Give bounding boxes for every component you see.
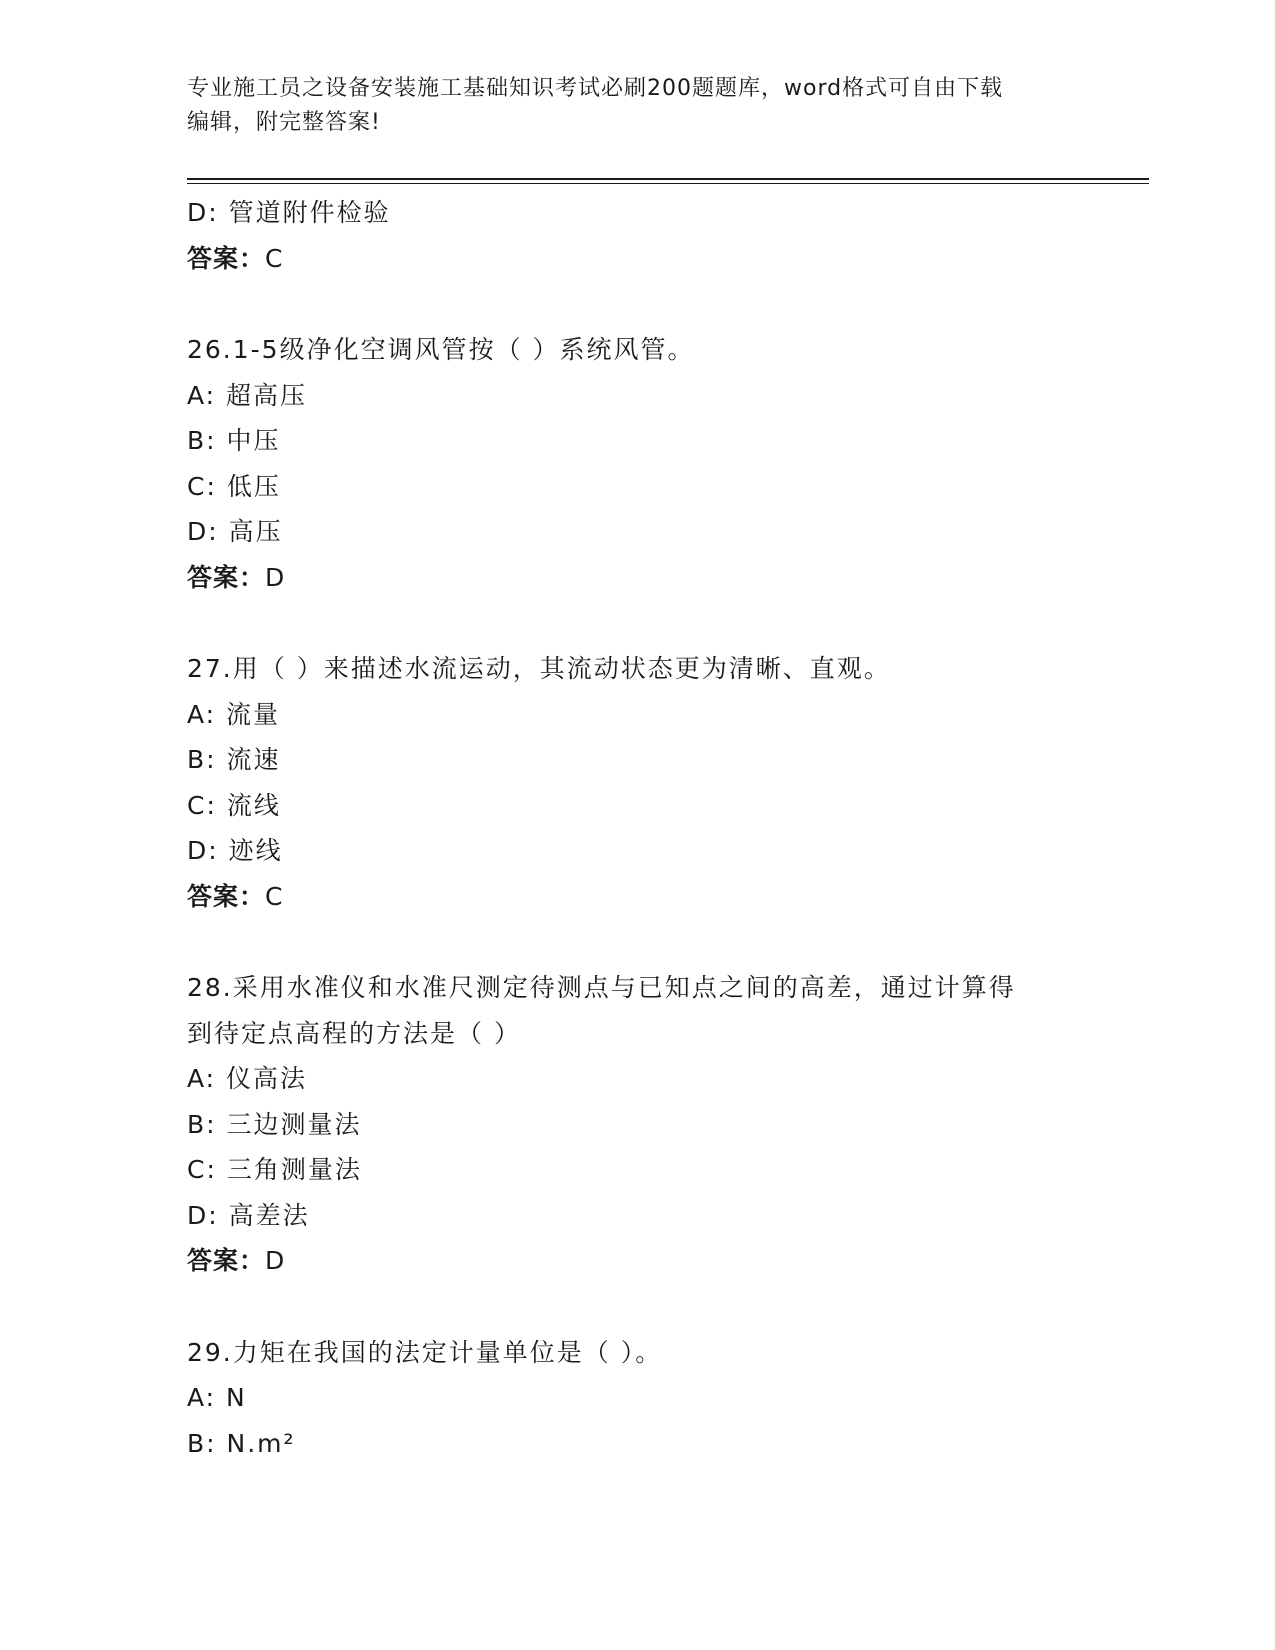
question-gap bbox=[187, 1284, 1147, 1330]
question-stem: 26.1-5级净化空调风管按（ ）系统风管。 bbox=[187, 335, 695, 364]
header-line-2: 编辑，附完整答案! bbox=[187, 110, 381, 135]
answer-line bbox=[187, 236, 1147, 282]
answer-line bbox=[187, 555, 1147, 601]
question-gap bbox=[187, 281, 1147, 327]
answer-label: 答案： bbox=[187, 243, 266, 273]
question-gap bbox=[187, 600, 1147, 646]
option-a: A: 流量 bbox=[187, 699, 281, 729]
question-stem-line-1: 28.采用水准仪和水准尺测定待测点与已知点之间的高差，通过计算得 bbox=[187, 973, 1016, 1002]
question-28 bbox=[187, 965, 1147, 1284]
option-c: C: 流线 bbox=[187, 790, 281, 820]
question-stem: 27.用（ ）来描述水流运动，其流动状态更为清晰、直观。 bbox=[187, 654, 891, 683]
question-stem: 29.力矩在我国的法定计量单位是（ ）。 bbox=[187, 1337, 663, 1367]
option-d: D: 管道附件检验 bbox=[187, 198, 391, 227]
document-header bbox=[187, 72, 1087, 140]
option-d: D: 迹线 bbox=[187, 836, 283, 865]
option-d: D: 高差法 bbox=[187, 1200, 310, 1230]
question-26 bbox=[187, 327, 1147, 600]
option-b: B: 中压 bbox=[187, 426, 281, 455]
answer-line bbox=[187, 1238, 1147, 1284]
option-a: A: 超高压 bbox=[187, 380, 308, 410]
question-gap bbox=[187, 919, 1147, 965]
answer-value: D bbox=[265, 1246, 286, 1275]
option-a: A: N bbox=[187, 1383, 247, 1412]
answer-label: 答案： bbox=[187, 881, 266, 911]
option-c: C: 低压 bbox=[187, 471, 281, 501]
answer-value: C bbox=[265, 243, 284, 273]
question-27 bbox=[187, 646, 1147, 919]
option-b: B: 三边测量法 bbox=[187, 1109, 362, 1139]
question-stem-line-2: 到待定点高程的方法是（ ） bbox=[187, 1018, 521, 1048]
option-d: D: 高压 bbox=[187, 517, 283, 546]
answer-label: 答案： bbox=[187, 562, 266, 592]
header-divider-thick bbox=[187, 178, 1149, 180]
option-b: B: 流速 bbox=[187, 745, 281, 774]
header-line-1: 专业施工员之设备安装施工基础知识考试必刷200题题库，word格式可自由下载 bbox=[187, 76, 1004, 101]
option-c: C: 三角测量法 bbox=[187, 1155, 362, 1184]
answer-label: 答案： bbox=[187, 1246, 266, 1275]
answer-value: C bbox=[265, 881, 284, 911]
answer-line bbox=[187, 874, 1147, 920]
header-divider-thin bbox=[187, 183, 1149, 184]
answer-value: D bbox=[265, 562, 286, 592]
option-a: A: 仪高法 bbox=[187, 1064, 308, 1093]
question-29 bbox=[187, 1330, 1147, 1467]
option-b: B: N.m² bbox=[187, 1428, 296, 1458]
question-list bbox=[187, 190, 1147, 1466]
